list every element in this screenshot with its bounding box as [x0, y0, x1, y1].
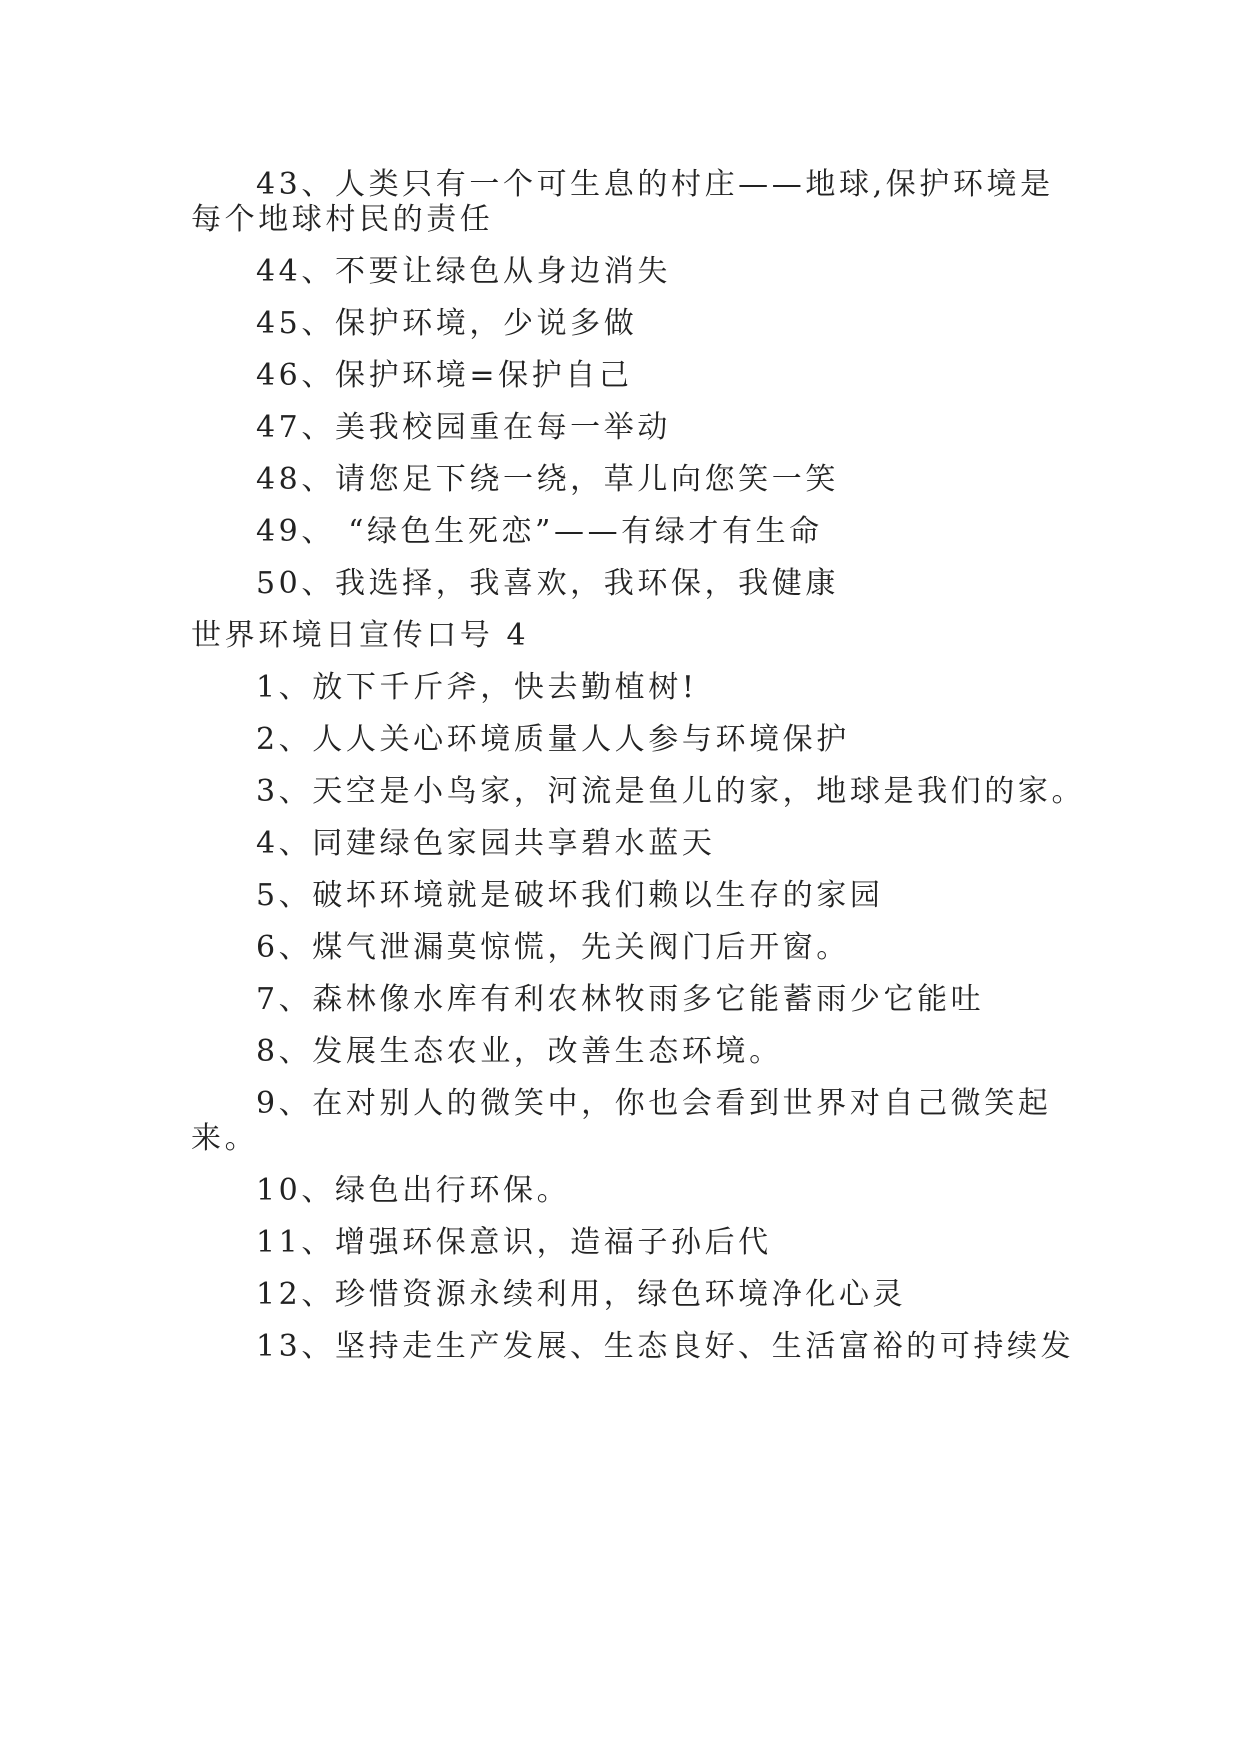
slogan-8: 8、发展生态农业，改善生态环境。	[256, 1034, 783, 1069]
slogan-3: 3、天空是小鸟家，河流是鱼儿的家，地球是我们的家。	[256, 774, 1086, 809]
slogan-10: 10、绿色出行环保。	[256, 1173, 571, 1208]
slogan-47: 47、美我校园重在每一举动	[256, 410, 671, 445]
section-heading: 世界环境日宣传口号 4	[191, 618, 530, 653]
slogan-1: 1、放下千斤斧，快去勤植树!	[256, 670, 698, 705]
slogan-4: 4、同建绿色家园共享碧水蓝天	[256, 826, 716, 861]
slogan-5: 5、破坏环境就是破坏我们赖以生存的家园	[256, 878, 884, 913]
slogan-46: 46、保护环境=保护自己	[256, 358, 633, 393]
slogan-6: 6、煤气泄漏莫惊慌，先关阀门后开窗。	[256, 930, 850, 965]
slogan-48: 48、请您足下绕一绕，草儿向您笑一笑	[256, 462, 839, 497]
slogan-49: 49、 “绿色生死恋”——有绿才有生命	[256, 514, 823, 549]
slogan-13: 13、坚持走生产发展、生态良好、生活富裕的可持续发	[256, 1329, 1075, 1364]
slogan-9-line-2: 来。	[191, 1121, 259, 1156]
slogan-45: 45、保护环境，少说多做	[256, 306, 638, 341]
slogan-12: 12、珍惜资源永续利用，绿色环境净化心灵	[256, 1277, 907, 1312]
slogan-44: 44、不要让绿色从身边消失	[256, 254, 671, 289]
slogan-11: 11、增强环保意识，造福子孙后代	[256, 1225, 772, 1260]
slogan-43-line-1: 43、人类只有一个可生息的村庄——地球,保护环境是	[256, 167, 1054, 202]
slogan-50: 50、我选择，我喜欢，我环保，我健康	[256, 566, 839, 601]
slogan-2: 2、人人关心环境质量人人参与环境保护	[256, 722, 850, 757]
slogan-9-line-1: 9、在对别人的微笑中，你也会看到世界对自己微笑起	[256, 1086, 1052, 1121]
slogan-43-line-2: 每个地球村民的责任	[191, 202, 494, 237]
slogan-7: 7、森林像水库有利农林牧雨多它能蓄雨少它能吐	[256, 982, 985, 1017]
